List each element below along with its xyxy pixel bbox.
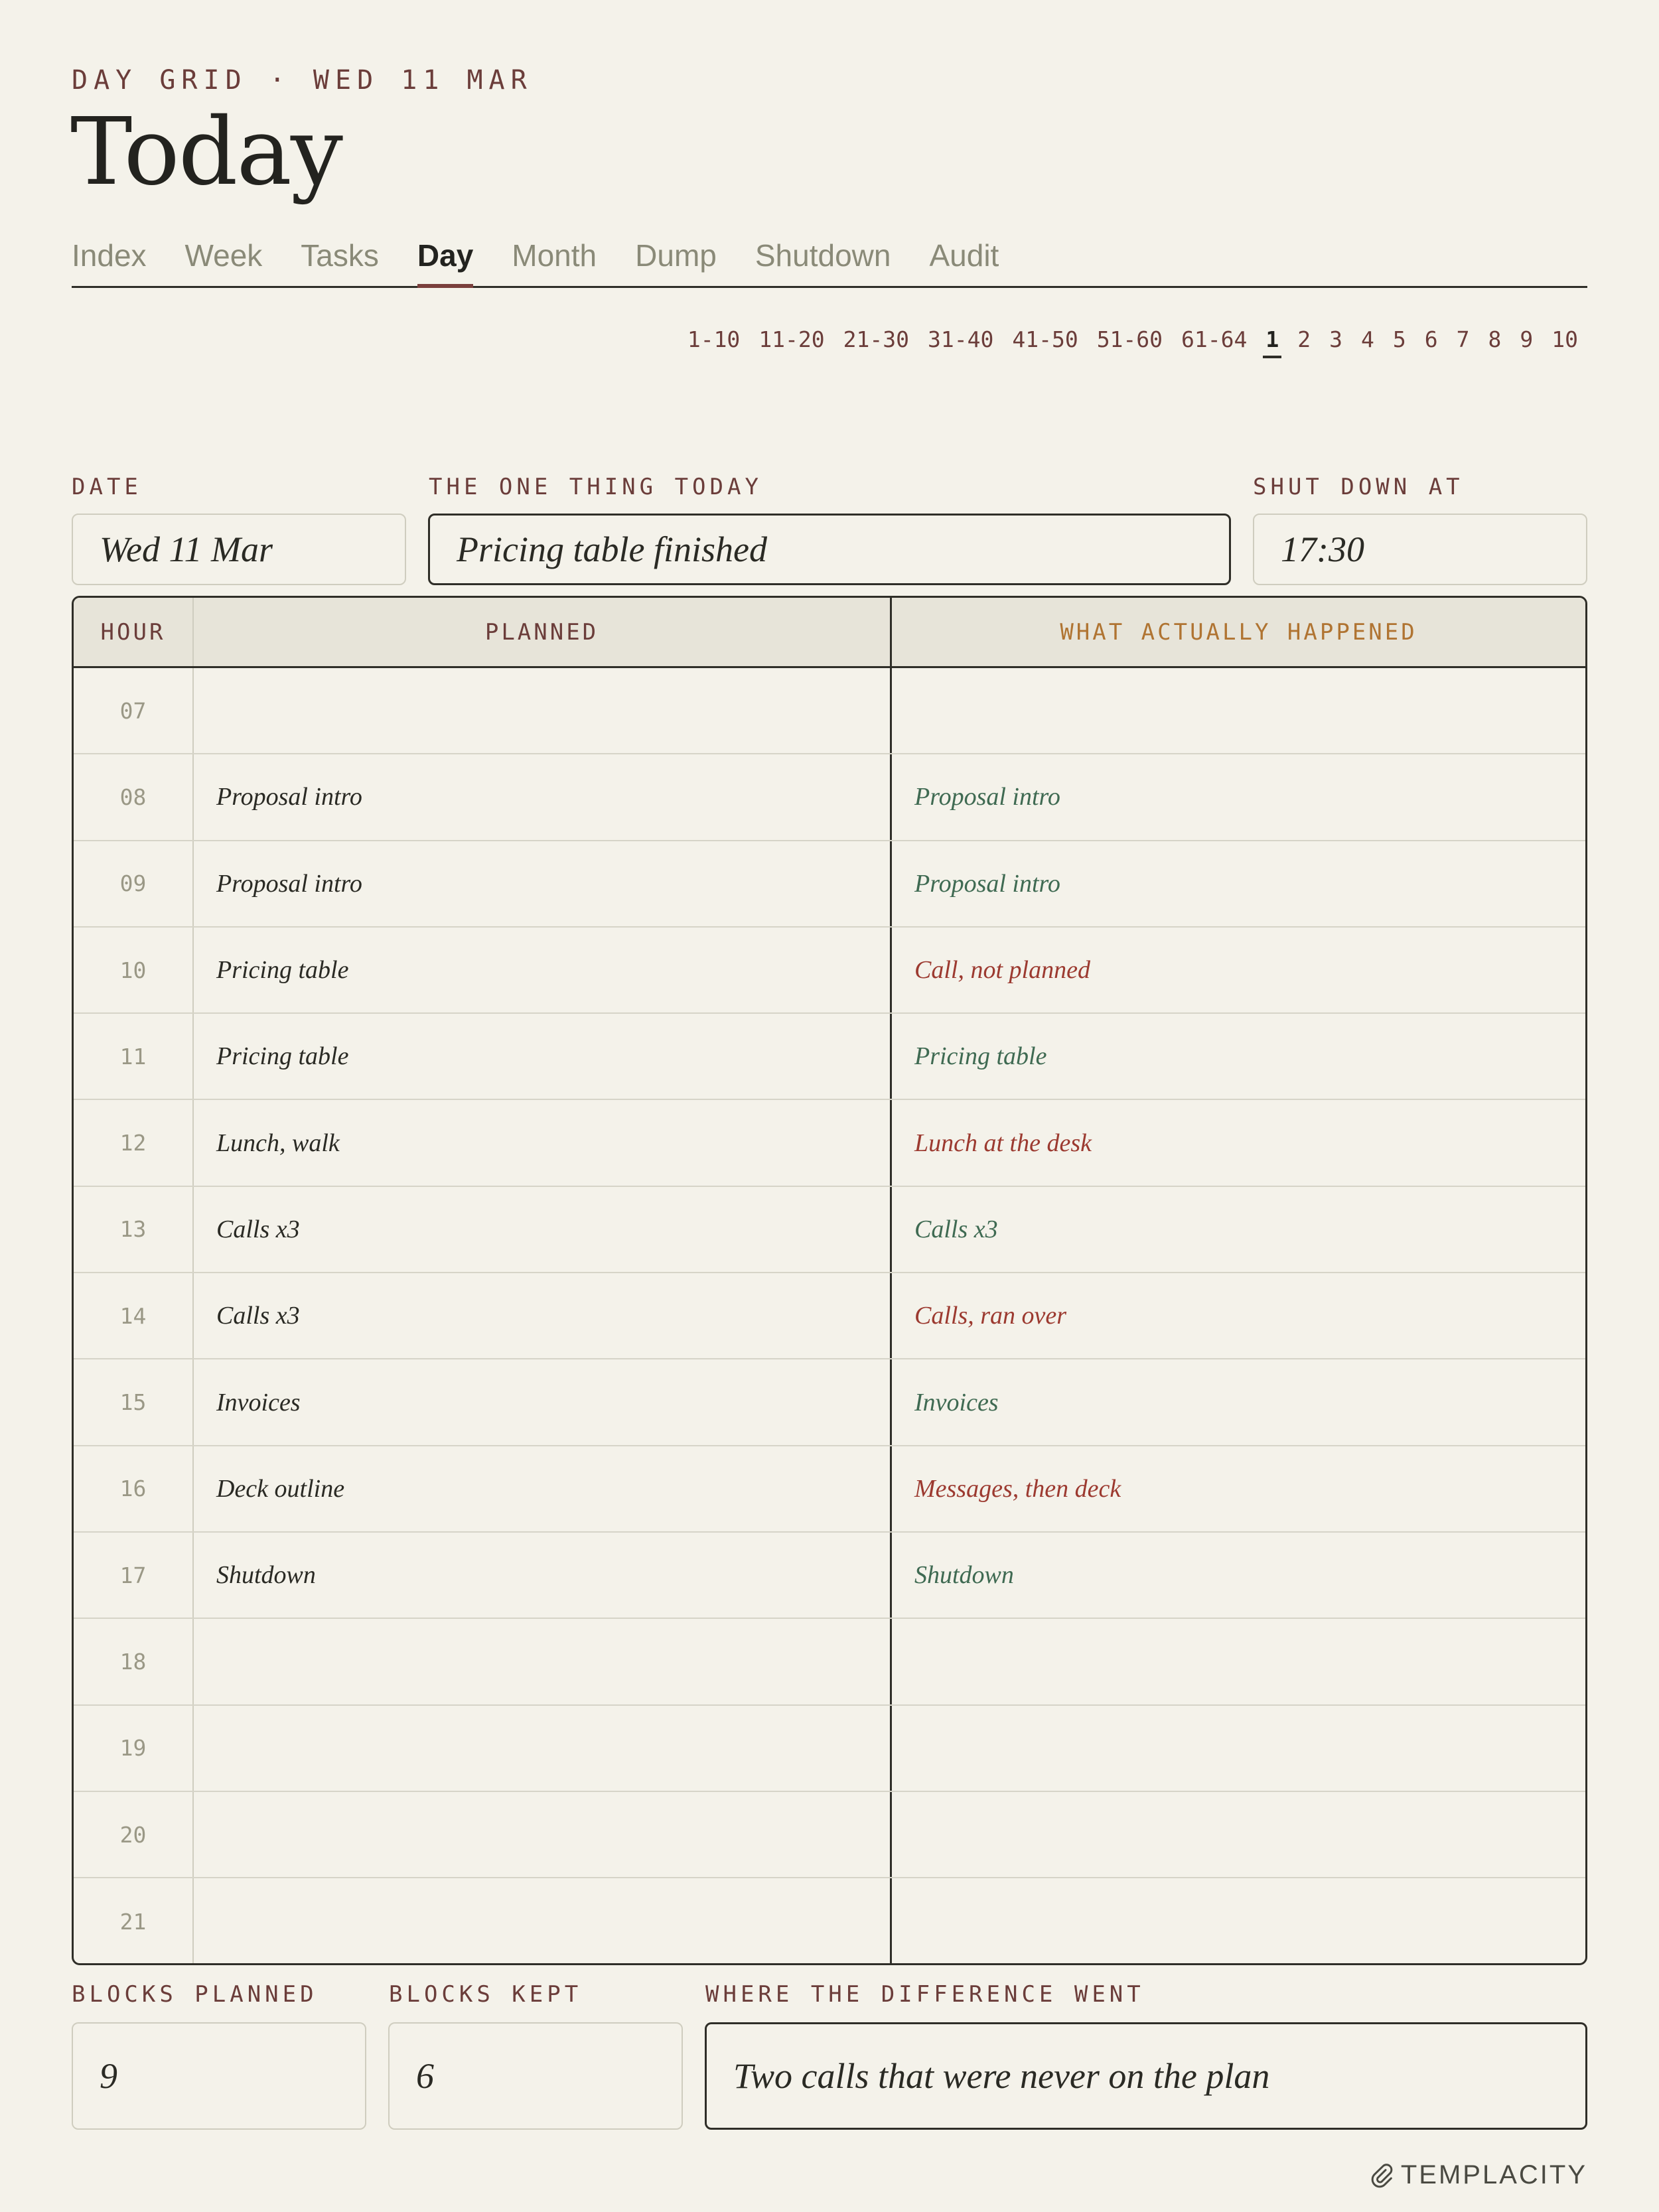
grid-row (74, 1014, 1585, 1100)
difference-label: WHERE THE DIFFERENCE WENT (705, 1981, 1145, 2008)
grid-row (74, 1792, 1585, 1878)
actual-cell[interactable] (892, 1878, 1585, 1965)
pager-range-51-60[interactable]: 51-60 (1096, 326, 1163, 352)
page-eyebrow: DAY GRID · WED 11 MAR (72, 65, 533, 96)
actual-cell[interactable]: Shutdown (914, 1561, 1014, 1590)
tab-tasks[interactable]: Tasks (301, 238, 379, 273)
planned-cell[interactable] (194, 668, 892, 753)
grid-row (74, 1100, 1585, 1186)
actual-cell[interactable]: Calls, ran over (914, 1302, 1067, 1330)
hour-cell: 20 (74, 1792, 194, 1877)
grid-row (74, 1878, 1585, 1965)
actual-cell[interactable]: Calls x3 (914, 1215, 998, 1243)
hour-cell: 19 (74, 1706, 194, 1791)
hour-cell: 18 (74, 1619, 194, 1704)
difference-field[interactable]: Two calls that were never on the plan (705, 2022, 1587, 2130)
blocks-planned-label: BLOCKS PLANNED (72, 1981, 318, 2008)
hour-cell: 09 (74, 841, 194, 926)
grid-header (74, 598, 1585, 668)
planned-cell[interactable]: Calls x3 (194, 1187, 892, 1272)
actual-cell[interactable]: Lunch at the desk (914, 1129, 1092, 1157)
planned-column-header: PLANNED (194, 598, 892, 666)
grid-row (74, 754, 1585, 841)
pager-page-3[interactable]: 3 (1329, 326, 1342, 352)
pager-page-5[interactable]: 5 (1392, 326, 1406, 352)
pager-page-7[interactable]: 7 (1456, 326, 1470, 352)
grid-row (74, 1446, 1585, 1533)
hour-cell: 08 (74, 754, 194, 839)
pager-page-2[interactable]: 2 (1297, 326, 1311, 352)
planned-cell[interactable]: Proposal intro (194, 841, 892, 926)
hour-cell: 21 (74, 1878, 194, 1965)
pager-page-6[interactable]: 6 (1424, 326, 1438, 352)
hour-cell: 12 (74, 1100, 194, 1185)
planned-cell[interactable]: Invoices (194, 1359, 892, 1444)
hour-cell: 15 (74, 1359, 194, 1444)
paperclip-icon (1369, 2162, 1396, 2189)
hour-cell: 17 (74, 1533, 194, 1618)
page-pager (678, 324, 1587, 356)
pager-page-4[interactable]: 4 (1361, 326, 1374, 352)
actual-cell[interactable]: Proposal intro (914, 869, 1060, 898)
actual-cell[interactable]: Call, not planned (914, 956, 1090, 985)
tab-day[interactable]: Day (417, 236, 473, 286)
actual-cell[interactable]: Pricing table (914, 1042, 1047, 1071)
one-thing-field[interactable]: Pricing table finished (428, 514, 1231, 585)
tab-week[interactable]: Week (184, 238, 263, 273)
actual-cell[interactable]: Invoices (914, 1388, 999, 1417)
blocks-planned-field[interactable]: 9 (72, 2022, 366, 2130)
actual-cell[interactable]: Proposal intro (914, 783, 1060, 811)
page-title: Today (70, 98, 342, 206)
planned-cell[interactable]: Pricing table (194, 1014, 892, 1099)
pager-range-31-40[interactable]: 31-40 (928, 326, 994, 352)
blocks-kept-field[interactable]: 6 (388, 2022, 683, 2130)
tab-dump[interactable]: Dump (635, 238, 717, 273)
grid-row (74, 928, 1585, 1014)
actual-cell[interactable]: Messages, then deck (914, 1474, 1121, 1503)
planned-cell[interactable]: Lunch, walk (194, 1100, 892, 1185)
brand-logo-text: TEMPLACITY (1400, 2160, 1587, 2189)
blocks-kept-label: BLOCKS KEPT (389, 1981, 583, 2008)
planned-cell[interactable] (194, 1878, 892, 1965)
planned-cell[interactable]: Shutdown (194, 1533, 892, 1618)
brand-logo (1369, 2160, 1587, 2190)
grid-row (74, 1533, 1585, 1619)
tab-audit[interactable]: Audit (929, 238, 999, 273)
pager-range-1-10[interactable]: 1-10 (687, 326, 741, 352)
pager-range-41-50[interactable]: 41-50 (1012, 326, 1078, 352)
pager-page-10[interactable]: 10 (1551, 326, 1578, 352)
date-field[interactable]: Wed 11 Mar (72, 514, 406, 585)
planned-cell[interactable]: Calls x3 (194, 1273, 892, 1358)
one-thing-label: THE ONE THING TODAY (429, 474, 762, 500)
actual-cell[interactable] (892, 1706, 1585, 1791)
tab-bar (72, 236, 1587, 288)
planned-cell[interactable]: Proposal intro (194, 754, 892, 839)
planned-cell[interactable] (194, 1706, 892, 1791)
pager-page-1[interactable]: 1 (1256, 324, 1288, 356)
pager-page-8[interactable]: 8 (1488, 326, 1502, 352)
planned-cell[interactable]: Deck outline (194, 1446, 892, 1531)
pager-range-21-30[interactable]: 21-30 (843, 326, 909, 352)
actual-cell[interactable] (892, 1619, 1585, 1704)
grid-row (74, 668, 1585, 754)
grid-row (74, 1273, 1585, 1359)
date-label: DATE (72, 474, 142, 500)
grid-row (74, 841, 1585, 928)
actual-cell[interactable] (892, 668, 1585, 753)
pager-range-11-20[interactable]: 11-20 (758, 326, 825, 352)
grid-body (74, 668, 1585, 1965)
hour-cell: 10 (74, 928, 194, 1012)
hour-cell: 13 (74, 1187, 194, 1272)
grid-row (74, 1706, 1585, 1792)
shutdown-field[interactable]: 17:30 (1253, 514, 1587, 585)
grid-row (74, 1619, 1585, 1705)
tab-shutdown[interactable]: Shutdown (755, 238, 891, 273)
planned-cell[interactable]: Pricing table (194, 928, 892, 1012)
tab-month[interactable]: Month (512, 238, 597, 273)
hour-cell: 11 (74, 1014, 194, 1099)
grid-row (74, 1187, 1585, 1273)
shutdown-label: SHUT DOWN AT (1253, 474, 1464, 500)
planned-cell[interactable] (194, 1792, 892, 1877)
hour-cell: 07 (74, 668, 194, 753)
tab-index[interactable]: Index (72, 238, 147, 273)
pager-range-61-64[interactable]: 61-64 (1181, 326, 1248, 352)
day-grid (72, 596, 1587, 1965)
hour-cell: 14 (74, 1273, 194, 1358)
hour-column-header: HOUR (74, 598, 194, 666)
planned-cell[interactable] (194, 1619, 892, 1704)
hour-cell: 16 (74, 1446, 194, 1531)
pager-page-9[interactable]: 9 (1520, 326, 1534, 352)
actual-cell[interactable] (892, 1792, 1585, 1877)
actual-column-header: WHAT ACTUALLY HAPPENED (1060, 618, 1417, 646)
grid-row (74, 1359, 1585, 1446)
